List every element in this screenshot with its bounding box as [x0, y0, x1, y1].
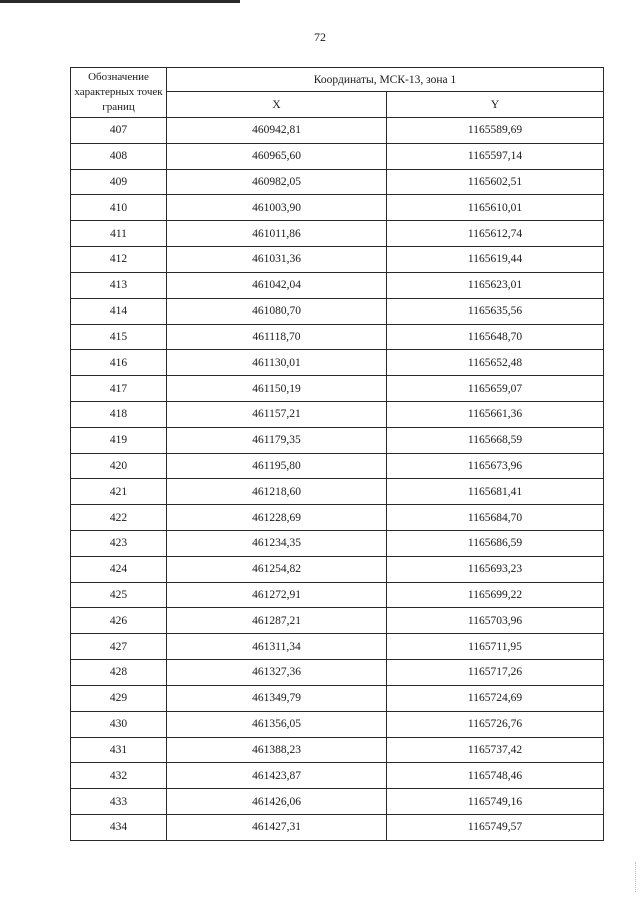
x-coordinate-cell: 461234,35 [167, 531, 387, 557]
y-coordinate-cell: 1165612,74 [387, 221, 604, 247]
y-coordinate-cell: 1165748,46 [387, 763, 604, 789]
table-row [71, 195, 604, 221]
table-row [71, 556, 604, 582]
y-coordinate-cell: 1165686,59 [387, 531, 604, 557]
x-coordinate-cell: 461327,36 [167, 660, 387, 686]
point-id-cell: 416 [71, 350, 167, 376]
y-coordinate-cell: 1165623,01 [387, 272, 604, 298]
y-coordinate-cell: 1165659,07 [387, 376, 604, 402]
x-coordinate-cell: 461130,01 [167, 350, 387, 376]
table-row [71, 711, 604, 737]
x-coordinate-cell: 461011,86 [167, 221, 387, 247]
point-id-cell: 410 [71, 195, 167, 221]
y-coordinate-cell: 1165749,57 [387, 814, 604, 840]
x-coordinate-cell: 461356,05 [167, 711, 387, 737]
point-id-cell: 426 [71, 608, 167, 634]
table-row [71, 660, 604, 686]
table-row [71, 608, 604, 634]
header-point-id: Обозначение характерных точек границ [71, 68, 167, 118]
point-id-cell: 417 [71, 376, 167, 402]
point-id-cell: 429 [71, 685, 167, 711]
table-row [71, 634, 604, 660]
y-coordinate-cell: 1165602,51 [387, 169, 604, 195]
point-id-cell: 431 [71, 737, 167, 763]
table-row [71, 737, 604, 763]
x-coordinate-cell: 460965,60 [167, 143, 387, 169]
table-row [71, 453, 604, 479]
y-coordinate-cell: 1165635,56 [387, 298, 604, 324]
y-coordinate-cell: 1165661,36 [387, 401, 604, 427]
y-coordinate-cell: 1165724,69 [387, 685, 604, 711]
point-id-cell: 412 [71, 247, 167, 273]
x-coordinate-cell: 461118,70 [167, 324, 387, 350]
point-id-cell: 409 [71, 169, 167, 195]
header-coordinates: Координаты, МСК-13, зона 1 [167, 68, 604, 92]
x-coordinate-cell: 461427,31 [167, 814, 387, 840]
x-coordinate-cell: 461195,80 [167, 453, 387, 479]
header-x: X [167, 92, 387, 118]
table-row [71, 479, 604, 505]
scan-edge-mark [635, 862, 638, 892]
x-coordinate-cell: 460942,81 [167, 118, 387, 144]
y-coordinate-cell: 1165589,69 [387, 118, 604, 144]
x-coordinate-cell: 461218,60 [167, 479, 387, 505]
table-row [71, 247, 604, 273]
table-row [71, 221, 604, 247]
x-coordinate-cell: 461426,06 [167, 789, 387, 815]
y-coordinate-cell: 1165648,70 [387, 324, 604, 350]
point-id-cell: 414 [71, 298, 167, 324]
y-coordinate-cell: 1165693,23 [387, 556, 604, 582]
y-coordinate-cell: 1165684,70 [387, 505, 604, 531]
point-id-cell: 434 [71, 814, 167, 840]
point-id-cell: 413 [71, 272, 167, 298]
y-coordinate-cell: 1165726,76 [387, 711, 604, 737]
x-coordinate-cell: 461031,36 [167, 247, 387, 273]
x-coordinate-cell: 461150,19 [167, 376, 387, 402]
x-coordinate-cell: 461157,21 [167, 401, 387, 427]
x-coordinate-cell: 461287,21 [167, 608, 387, 634]
table-header [71, 68, 604, 118]
table-row [71, 531, 604, 557]
table-row [71, 350, 604, 376]
x-coordinate-cell: 461311,34 [167, 634, 387, 660]
y-coordinate-cell: 1165619,44 [387, 247, 604, 273]
table-row [71, 505, 604, 531]
point-id-cell: 432 [71, 763, 167, 789]
table-row [71, 582, 604, 608]
x-coordinate-cell: 461003,90 [167, 195, 387, 221]
point-id-cell: 411 [71, 221, 167, 247]
y-coordinate-cell: 1165681,41 [387, 479, 604, 505]
point-id-cell: 424 [71, 556, 167, 582]
x-coordinate-cell: 461254,82 [167, 556, 387, 582]
y-coordinate-cell: 1165711,95 [387, 634, 604, 660]
x-coordinate-cell: 461388,23 [167, 737, 387, 763]
y-coordinate-cell: 1165610,01 [387, 195, 604, 221]
table-row [71, 401, 604, 427]
y-coordinate-cell: 1165597,14 [387, 143, 604, 169]
point-id-cell: 408 [71, 143, 167, 169]
coordinates-table [70, 67, 604, 841]
x-coordinate-cell: 461042,04 [167, 272, 387, 298]
y-coordinate-cell: 1165749,16 [387, 789, 604, 815]
x-coordinate-cell: 461423,87 [167, 763, 387, 789]
point-id-cell: 433 [71, 789, 167, 815]
top-rule [0, 0, 240, 3]
table-row [71, 814, 604, 840]
table-row [71, 272, 604, 298]
y-coordinate-cell: 1165673,96 [387, 453, 604, 479]
point-id-cell: 415 [71, 324, 167, 350]
point-id-cell: 427 [71, 634, 167, 660]
point-id-cell: 422 [71, 505, 167, 531]
table-row [71, 685, 604, 711]
point-id-cell: 419 [71, 427, 167, 453]
y-coordinate-cell: 1165717,26 [387, 660, 604, 686]
x-coordinate-cell: 461349,79 [167, 685, 387, 711]
y-coordinate-cell: 1165668,59 [387, 427, 604, 453]
y-coordinate-cell: 1165737,42 [387, 737, 604, 763]
y-coordinate-cell: 1165703,96 [387, 608, 604, 634]
table-row [71, 789, 604, 815]
table-row [71, 427, 604, 453]
table-row [71, 169, 604, 195]
table-row [71, 298, 604, 324]
table-body [71, 118, 604, 841]
table-row [71, 763, 604, 789]
point-id-cell: 421 [71, 479, 167, 505]
x-coordinate-cell: 461179,35 [167, 427, 387, 453]
point-id-cell: 418 [71, 401, 167, 427]
header-y: Y [387, 92, 604, 118]
point-id-cell: 425 [71, 582, 167, 608]
x-coordinate-cell: 460982,05 [167, 169, 387, 195]
page-number: 72 [314, 30, 326, 44]
point-id-cell: 420 [71, 453, 167, 479]
point-id-cell: 428 [71, 660, 167, 686]
point-id-cell: 430 [71, 711, 167, 737]
table-row [71, 324, 604, 350]
table-row [71, 143, 604, 169]
point-id-cell: 423 [71, 531, 167, 557]
x-coordinate-cell: 461080,70 [167, 298, 387, 324]
y-coordinate-cell: 1165652,48 [387, 350, 604, 376]
point-id-cell: 407 [71, 118, 167, 144]
table-row [71, 118, 604, 144]
x-coordinate-cell: 461228,69 [167, 505, 387, 531]
y-coordinate-cell: 1165699,22 [387, 582, 604, 608]
table-row [71, 376, 604, 402]
x-coordinate-cell: 461272,91 [167, 582, 387, 608]
